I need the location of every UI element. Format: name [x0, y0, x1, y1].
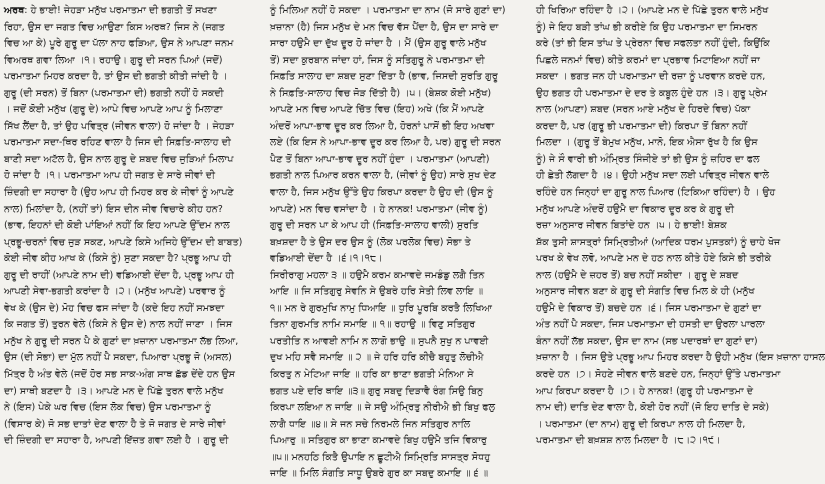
- text-line: ਹੀ ਖਿਰਿਆ ਰਹਿੰਦਾ ਹੈ ।੨। (ਆਪਣੇ ਮਨ ਦੇ ਪਿੱਛੇ ਤੁਰਨ ਵਾਲੇ ਮਨੁੱਖ: [536, 5, 769, 16]
- text-column-3: [536, 3, 825, 484]
- text-column-2: [270, 3, 530, 484]
- text-line: । ਜਦੋਂ ਕੋਈ ਮਨੁੱਖ (ਗੁਰੂ ਦੇ) ਆਪੇ ਵਿਚ ਆਪਣੇ ਆਪ ਨੂੰ ਮਿਲਾਣਾ: [4, 104, 223, 116]
- text-line: ਦੁਖ ਮਹਿ ਸਵੈ ਸਮਾਇ ॥ ੨ ॥ ਜੇ ਹਰਿ ਹਰਿ ਕੀਚੈ ਬਹੁਤੁ ਲੋਚੀਐ: [270, 352, 484, 364]
- text-line: ਸਿਫ਼ਤਿ ਸਾਲਾਹ ਦਾ ਸ਼ਬਦ ਸੁਣਾ ਦਿੱਤਾ ਹੈ (ਭਾਵ, ਜਿਸਦੀ ਸੁਰਤਿ ਗੁਰੂ: [270, 71, 498, 83]
- text-line: ਸਾਰਾ ਹਉਮੈ ਦਾ ਦੁੱਖ ਦੂਰ ਹੋ ਜਾਂਦਾ ਹੈ । ਮੈਂ (ਉਸ ਗੁਰੂ ਵਾਲੇ ਮਨੁੱਖ: [270, 38, 487, 50]
- text-line: (ਭਾਵ, ਇਹਨਾਂ ਦੀ ਕੋਈ ਪਾਂਇਆਂ ਨਹੀਂ ਕਿ ਇਹ ਆਪਣੇ ਉੱਦਮ ਨਾਲ: [4, 220, 230, 232]
- text-line: ਤਿਨਾ ਗੁਰਮਤਿ ਨਾਮਿ ਸਮਾਇ ॥ ੧॥ ਰਹਾਉ ॥ ਵਿਣੁ ਸਤਿਗੁਰ: [270, 319, 476, 331]
- text-line: ਵਿਅਰਥ ਗਵਾ ਲਿਆ ।੧। ਰਹਾਉ। ਗੁਰੂ ਦੀ ਸਰਨ ਪਿਆਂ (ਜਦੋਂ): [4, 54, 223, 66]
- text-line: ਰਿਹਾ, ਉਸ ਦਾ ਜਗਤ ਵਿਚ ਆਉਣਾ ਕਿਸ ਅਰਥ? ਜਿਸ ਨੇ (ਜਗਤ: [4, 21, 225, 33]
- text-line: ਪਿਆਰੁ ॥ ਸਤਿਗੁਰ ਕਾ ਭਾਣਾ ਕਮਾਵਦੇ ਬਿਖੁ ਹਉਮੈ ਤਜਿ ਵਿਕਾਰੁ: [270, 435, 487, 447]
- text-line: ਪਿਛਲੇ ਜਨਮਾਂ ਵਿਚ) ਕੀਤੇ ਕਰਮਾਂ ਦਾ ਪ੍ਰਭਾਵ ਮਿਟਾਇਆ ਨਹੀਂ ਜਾ: [536, 54, 760, 66]
- text-line: [4, 3, 264, 20]
- text-line: ਨਾਲ (ਆਪਣਾ) ਸ਼ਬਦ (ਸਰਨ ਆਏ ਮਨੁੱਖ ਦੇ ਹਿਰਦੇ ਵਿਚ) ਪੱਕਾ: [536, 104, 751, 116]
- text-line: ਨਾਲ) ਮਿਲਾਂਦਾ ਹੈ, (ਨਹੀਂ ਤਾਂ) ਇਸ ਦੀਨ ਜੀਵ ਵਿਚਾਰੇ ਕੀਹ ਹਨ?: [4, 203, 223, 215]
- text-line: ਦੀ ਜ਼ਿੰਦਗੀ ਦਾ ਸਹਾਰਾ ਹੈ, ਆਪਣੀ ਇੱਜ਼ਤ ਗਵਾ ਲਈ ਹੈ । ਗੁਰੂ ਦੀ: [4, 435, 229, 447]
- text-line: ਵਾਲਾ ਹੈ, ਜਿਸ ਮਨੁੱਖ ਉੱਤੇ ਉਹ ਕਿਰਪਾ ਕਰਦਾ ਹੈ ਉਹ ਦੀ (ਉਸ ਨੂੰ: [270, 187, 494, 199]
- text-line: ਕਿਰਤੁ ਨ ਮੇਟਿਆ ਜਾਇ ॥ ਹਰਿ ਕਾ ਭਾਣਾ ਭਗਤੀ ਮੰਨਿਆ ਸੇ: [270, 369, 474, 381]
- text-line: ਅੰਤ ਨਹੀਂ ਪੈ ਸਕਦਾ, ਜਿਸ ਪਰਮਾਤਮਾ ਦੀ ਹਸਤੀ ਦਾ ਉਰਲਾ ਪਾਰਲਾ: [536, 319, 765, 331]
- text-line: ਸ਼ੱਕ ਤੁਸੀ ਸ਼ਾਸਤ੍ਰਾਂ ਸਿਮ੍ਰਿਤੀਆਂ (ਆਦਿਕ ਧਰਮ ਪੁਸਤਕਾਂ) ਨੂੰ ਚਾਹੇ ਖੋਜ: [536, 236, 781, 248]
- text-line: ਬੰਨਾ ਨਹੀਂ ਲੱਭ ਸਕਦਾ, ਉਸ ਦਾ ਨਾਮ (ਸਭ ਪਦਾਰਥਾਂ ਦਾ ਗੁਣਾਂ ਦਾ): [536, 335, 758, 347]
- text-line: ਬਾਣੀ ਸਦਾ ਅਟੱਲ ਹੈ, ਉਸ ਨਾਲ ਗੁਰੂ ਦੇ ਸ਼ਬਦ ਵਿਚ ਜੁੜਿਆਂ ਮਿਲਾਪ: [4, 153, 234, 165]
- text-line: ਤੋਂ) ਸਦਾ ਕੁਰਬਾਨ ਜਾਂਦਾ ਹਾਂ, ਜਿਸ ਨੂੰ ਸਤਿਗੁਰੂ ਨੇ ਪਰਮਾਤਮਾ ਦੀ: [270, 54, 485, 66]
- text-line: ਨਾਲ (ਹਉਮੈ ਦੇ ਜ਼ਹਰ ਤੋਂ) ਬਚ ਨਹੀਂ ਸਕੀਦਾ । ਗੁਰੂ ਦੇ ਸ਼ਬਦ: [536, 269, 739, 281]
- text-line: ਮਿੱਤ੍ਰ ਹੈ ਅੰਤ ਵੇਲੇ (ਜਦੋਂ ਹੋਰ ਸਭ ਸਾਕ-ਅੰਗ ਸਾਥ ਛੱਡ ਦੇਂਦੇ ਹਨ ਉਸ: [4, 369, 236, 381]
- text-line: ਪ੍ਰਭੂ-ਚਰਨਾਂ ਵਿਚ ਜੁੜ ਸਕਣ, ਆਪਣੇ ਕਿਸੇ ਅਜਿਹੇ ਉੱਦਮ ਦੀ ਬਾਬਤ): [4, 236, 243, 248]
- text-line: ਰਜ਼ਾ ਅਨੁਸਾਰ ਜੀਵਨ ਬਿਤਾਂਦੇ ਹਨ ।੫। ਹੇ ਭਾਈ! ਬੇਸ਼ਕ: [536, 220, 727, 232]
- text-line: ਆਪਣੇ) ਮਨ ਵਿਚ ਵਸਾਂਦਾ ਹੈ । ਹੇ ਨਾਨਕ! ਪਰਮਾਤਮਾ (ਜੀਵ ਨੂੰ): [270, 203, 488, 215]
- text-line: ਪਰਮਾਤਮਾ ਦੀ ਬਖ਼ਸ਼ਸ਼ ਨਾਲ ਮਿਲਦਾ ਹੈ ।੮।੨।੧੯।: [536, 435, 721, 447]
- text-line: ਉਹ ਭਗਤ ਹੀ ਪਰਮਾਤਮਾ ਦੇ ਦਰ ਤੇ ਕਬੂਲ ਹੁੰਦੇ ਹਨ ।੩। ਗੁਰੂ ਪ੍ਰੇਮ: [536, 87, 768, 99]
- text-line: ਨੇ ਸਿਫ਼ਤਿ-ਸਾਲਾਹ ਵਿਚ ਜੋੜ ਦਿੱਤੀ ਹੈ) ।੫। (ਬੇਸ਼ਕ ਕੋਈ ਮਨੁੱਖ): [270, 87, 492, 99]
- text-line: ਜਾਇ ॥ ਮਿਲਿ ਸੰਗਤਿ ਸਾਧੂ ਉਬਰੇ ਗੁਰ ਕਾ ਸਬਦੁ ਕਮਾਇ ॥ ੬ ॥: [270, 468, 489, 480]
- line-text: : ਹੇ ਭਾਈ! ਜੇਹੜਾ ਮਨੁੱਖ ਪਰਮਾਤਮਾ ਦੀ ਭਗਤੀ ਤੋਂ ਸਖਣਾ: [24, 5, 217, 16]
- text-line: ਆਪਣੀ ਸੇਵਾ-ਭਗਤੀ ਕਰਾਂਦਾ ਹੈ ।੨। (ਮਨੁੱਖ ਆਪਣੇ) ਪਰਵਾਰ ਨੂੰ: [4, 286, 226, 298]
- text-line: ਸਿੱਖ ਲੈਂਦਾ ਹੈ, ਤਾਂ ਉਹ ਪਵਿਤ੍ਰ (ਜੀਵਨ ਵਾਲਾ) ਹੋ ਜਾਂਦਾ ਹੈ । ਜੇਹੜਾ: [4, 120, 234, 132]
- text-line: ਨੂੰ) ਜੇ ਸੌ ਵਾਰੀ ਭੀ ਅੰਮ੍ਰਿਤ ਸਿੰਜੀਏ ਤਾਂ ਭੀ ਉਸ ਨੂੰ ਜ਼ਹਿਰ ਦਾ ਫਲ: [536, 153, 760, 165]
- text-line: ਪੈਣ ਤੋਂ ਬਿਨਾ ਆਪਾ-ਭਾਵ ਦੂਰ ਨਹੀਂ ਹੁੰਦਾ । ਪਰਮਾਤਮਾ (ਆਪਣੀ): [270, 153, 490, 165]
- text-line: ਕਿ ਜਗਤ ਤੋਂ) ਤੁਰਨ ਵੇਲੇ (ਕਿਸੇ ਨੇ ਉਸ ਦੇ) ਨਾਲ ਨਹੀਂ ਜਾਣਾ । ਜਿਸ: [4, 319, 233, 331]
- text-line: ਉਸ (ਦੀ ਸੋਭਾ) ਦਾ ਮੁੱਲ ਨਹੀਂ ਪੈ ਸਕਦਾ, ਪਿਆਰਾ ਪ੍ਰਭੂ ਜੋ (ਅਸਲ): [4, 352, 232, 364]
- text-line: ਨਾਮ ਦੀ) ਦਾਤਿ ਦੇਣ ਵਾਲਾ ਹੈ, ਕੋਈ ਹੋਰ ਨਹੀਂ (ਜੋ ਇਹ ਦਾਤਿ ਦੇ ਸਕੇ): [536, 402, 770, 414]
- text-line: ਹੀ ਛੇਤੀ ਲੱਗਦਾ ਹੈ ।੪। ਉਹੀ ਮਨੁੱਖ ਸਦਾ ਲਈ ਪਵਿਤ੍ਰ ਜੀਵਨ ਵਾਲੇ: [536, 170, 769, 182]
- text-line: ਲਏ (ਕਿ ਇਸ ਨੇ ਆਪਾ-ਭਾਵ ਦੂਰ ਕਰ ਲਿਆ ਹੈ, ਪਰ) ਗੁਰੂ ਦੀ ਸਰਨ: [270, 137, 501, 149]
- text-line: ਵਿਚ ਆ ਕੇ) ਪੂਰੇ ਗੁਰੂ ਦਾ ਪੱਲਾ ਨਾਹ ਫੜਿਆ, ਉਸ ਨੇ ਆਪਣਾ ਜਨਮ: [4, 38, 234, 50]
- text-line: ਅਨੁਸਾਰ ਜੀਵਨ ਬਣਾ ਕੇ ਗੁਰੂ ਦੀ ਸੰਗਤਿ ਵਿਚ ਮਿਲ ਕੇ ਹੀ (ਮਨੁੱਖ: [536, 286, 755, 298]
- text-line: ਆਇ ॥ ਜਿ ਸਤਿਗੁਰੁ ਸੇਵਨਿ ਸੇ ਉਬਰੇ ਹਰਿ ਸੇਤੀ ਲਿਵ ਲਾਇ ॥: [270, 286, 484, 298]
- text-line: ਵਡਿਆਈ ਦੇਂਦਾ ਹੈ ।੬।੧।੧੮।: [270, 253, 383, 265]
- text-line: ਬਖ਼ਸ਼ਦਾ ਹੈ ਤੇ ਉਸ ਦਰ ਉਸ ਨੂੰ (ਲੋਕ ਪਰਲੋਕ ਵਿਚ) ਸੋਭਾ ਤੇ: [270, 236, 471, 248]
- text-line: ਕੋਈ ਜੀਵ ਕੀਹ ਆਖ ਕੇ (ਕਿਸੇ ਨੂੰ) ਸੁਣਾ ਸਕਦਾ ਹੈ? ਪ੍ਰਭੂ ਆਪ ਹੀ: [4, 253, 232, 265]
- text-line: ਮਨੁੱਖ ਨੇ ਗੁਰੂ ਦੀ ਸਰਨ ਪੈ ਕੇ ਗੁਣਾਂ ਦਾ ਖ਼ਜ਼ਾਨਾ ਪਰਮਾਤਮਾ ਲੱਭ ਲਿਆ,: [4, 335, 239, 347]
- text-line: ਗੁਰੂ ਦੀ ਸਰਨ ਪਾ ਕੇ ਆਪ ਹੀ (ਸਿਫ਼ਤਿ-ਸਾਲਾਹ ਵਾਲੀ) ਸੁਰਤਿ: [270, 220, 479, 232]
- text-column-1: [4, 3, 264, 484]
- text-line: ਪਰਮਾਤਮਾ ਮਿਹਰ ਕਰਦਾ ਹੈ, ਤਾਂ ਉਸ ਦੀ ਭਗਤੀ ਕੀਤੀ ਜਾਂਦੀ ਹੈ ।: [4, 71, 228, 83]
- text-line: ਕਿਰਪਾ ਲਇਆ ਨ ਜਾਇ ॥ ਜੇ ਸਉ ਅੰਮ੍ਰਿਤੁ ਨੀਰੀਐ ਭੀ ਬਿਖੁ ਫਲੁ: [270, 402, 496, 414]
- text-line: ਸਿਰੀਰਾਗੁ ਮਹਲਾ ੩ ॥ ਹਉਮੈ ਕਰਮ ਕਮਾਵਦੇ ਜਮਡੰਡੁ ਲਗੈ ਤਿਨ: [270, 269, 485, 281]
- text-line: ਗੁਰੂ ਦੀ ਰਾਹੀਂ (ਆਪਣੇ ਨਾਮ ਦੀ) ਵਡਿਆਈ ਦੇਂਦਾ ਹੈ, ਪ੍ਰਭੂ ਆਪ ਹੀ: [4, 269, 235, 281]
- text-line: ਨੂੰ) ਜੇ ਇਹ ਬੜੀ ਤਾਂਘ ਭੀ ਕਰੀਏ ਕਿ ਉਹ ਪਰਮਾਤਮਾ ਦਾ ਸਿਮਰਨ: [536, 21, 758, 33]
- text-line: ਮਨੁੱਖ ਆਪਣੇ ਅੰਦਰੋਂ ਹਉਮੈ ਦਾ ਵਿਕਾਰ ਦੂਰ ਕਰ ਕੇ ਗੁਰੂ ਦੀ: [536, 203, 735, 215]
- text-line: ਜ਼ਿੰਦਗੀ ਦਾ ਸਹਾਰਾ ਹੈ (ਉਹ ਆਪ ਹੀ ਮਿਹਰ ਕਰ ਕੇ ਜੀਵਾਂ ਨੂੰ ਆਪਣੇ: [4, 187, 234, 199]
- text-line: ਕਰਦਾ ਹੈ, ਪਰ (ਗੁਰੂ ਭੀ ਪਰਮਾਤਮਾ ਦੀ) ਕਿਰਪਾ ਤੋਂ ਬਿਨਾ ਨਹੀਂ: [536, 120, 747, 132]
- text-line: ਨੇ (ਇਸ) ਪੇਕੇ ਘਰ ਵਿਚ (ਇਸ ਲੋਕ ਵਿਚ) ਉਸ ਪਰਮਾਤਮਾ ਨੂੰ: [4, 402, 211, 414]
- text-line: ਆਪ ਕਿਰਪਾ ਕਰਦਾ ਹੈ ।੭। ਹੇ ਨਾਨਕ! (ਗੁਰੂ ਹੀ ਪਰਮਾਤਮਾ ਦੇ: [536, 385, 754, 397]
- text-line: ਪਰਖ ਕੇ ਵੇਖ ਲਵੋ, ਆਪਣੇ ਮਨ ਦੇ ਹਠ ਨਾਲ ਕੀਤੇ ਹੋਏ ਕਿਸੇ ਭੀ ਤਰੀਕੇ: [536, 253, 772, 265]
- text-line: ਅੰਦਰੋਂ ਆਪਾ-ਭਾਵ ਦੂਰ ਕਰ ਲਿਆ ਹੈ, ਹੋਰਨਾਂ ਪਾਸੋਂ ਭੀ ਇਹ ਅਖਵਾ: [270, 120, 495, 132]
- text-line: ਰਹਿੰਦੇ ਹਨ ਜਿਨ੍ਹਾਂ ਦਾ ਗੁਰੂ ਨਾਲ ਪਿਆਰ (ਟਿਕਿਆ ਰਹਿੰਦਾ) ਹੈ । ਉਹ: [536, 187, 776, 199]
- text-line: ਭਗਤੀ ਨਾਲ ਪਿਆਰ ਕਰਨ ਵਾਲਾ ਹੈ, (ਜੀਵਾਂ ਨੂੰ ਉਹ) ਸਾਰੇ ਸੁਖ ਦੇਣ: [270, 170, 496, 182]
- text-line: ਕਰੇ (ਤਾਂ ਭੀ ਇਸ ਤਾਂਘ ਤੇ ਪ੍ਰੇਰਨਾ ਵਿਚ ਸਫਲਤਾ ਨਹੀਂ ਹੁੰਦੀ, ਕਿਉਂਕਿ: [536, 38, 770, 50]
- meaning-label: ਅਰਥ: [4, 5, 25, 16]
- text-line: [4, 450, 264, 467]
- text-line: ੧॥ ਮਨ ਰੇ ਗੁਰਮੁਖਿ ਨਾਮੁ ਧਿਆਇ ॥ ਧੁਰਿ ਪੂਰਬਿ ਕਰਤੈ ਲਿਖਿਆ: [270, 302, 493, 314]
- text-line: ਸਕਦਾ । ਭਗਤ ਜਨ ਹੀ ਪਰਮਾਤਮਾ ਦੀ ਰਜ਼ਾ ਨੂੰ ਪਰਵਾਨ ਕਰਦੇ ਹਨ,: [536, 71, 766, 83]
- text-line: ਆਪਣੇ ਮਨ ਵਿਚ ਆਪਣੇ ਚਿੱਤ ਵਿਚ (ਇਹ) ਅਖੇ (ਕਿ ਮੈਂ ਆਪਣੇ: [270, 104, 484, 116]
- text-line: ਹੋ ਜਾਂਦਾ ਹੈ ।੧। ਪਰਮਾਤਮਾ ਆਪ ਹੀ ਜਗਤ ਦੇ ਸਾਰੇ ਜੀਵਾਂ ਦੀ: [4, 170, 215, 182]
- text-line: ਖ਼ਜ਼ਾਨਾ ਹੈ । ਜਿਸ ਉਤੇ ਪ੍ਰਭੂ ਆਪ ਮਿਹਰ ਕਰਦਾ ਹੈ ਉਹੀ ਮਨੁੱਖ (ਇਸ ਖ਼ਜ਼ਾਨਾ ਹਾਸਲ: [536, 352, 825, 364]
- text-line: ਖ਼ਜ਼ਾਨਾ (ਹੈ) ਜਿਸ ਮਨੁੱਖ ਦੇ ਮਨ ਵਿਚ ਵੱਸ ਪੈਂਦਾ ਹੈ, ਉਸ ਦਾ ਸਾਰੇ ਦਾ: [270, 21, 499, 33]
- text-line: ਨੂੰ ਮਿਲਿਆ ਨਹੀਂ ਹੋ ਸਕਦਾ । ਪਰਮਾਤਮਾ ਦਾ ਨਾਮ (ਜੋ ਸਾਰੇ ਗੁਣਾਂ ਦਾ): [270, 5, 506, 16]
- text-line: (ਵਿਸਾਰ ਕੇ) ਜੋ ਸਭ ਦਾਤਾਂ ਦੇਣ ਵਾਲਾ ਹੈ ਤੇ ਜੋ ਜਗਤ ਦੇ ਸਾਰੇ ਜੀਵਾਂ: [4, 418, 226, 430]
- text-line: ਪਰਮਾਤਮਾ ਸਦਾ-ਥਿਰ ਰਹਿਣ ਵਾਲਾ ਹੈ ਜਿਸ ਦੀ ਸਿਫ਼ਤਿ-ਸਾਲਾਹ ਦੀ: [4, 137, 231, 149]
- text-line: ਦਾ) ਸਾਥੀ ਬਣਦਾ ਹੈ ।੩। ਆਪਣੇ ਮਨ ਦੇ ਪਿੱਛੇ ਤੁਰਨ ਵਾਲੇ ਮਨੁੱਖ: [4, 385, 224, 397]
- text-line: ਹਉਮੈ ਦੇ ਵਿਕਾਰ ਤੋਂ) ਬਚਦੇ ਹਨ ।੬। ਜਿਸ ਪਰਮਾਤਮਾ ਦੇ ਗੁਣਾਂ ਦਾ: [536, 302, 761, 314]
- text-line: ਵੇਖ ਕੇ (ਉਸ ਦੇ) ਮੋਹ ਵਿਚ ਫਸ ਜਾਂਦਾ ਹੈ (ਕਦੇ ਇਹ ਨਹੀਂ ਸਮਝਦਾ: [4, 302, 225, 314]
- text-line: ਗੁਰੂ (ਦੀ ਸਰਨ) ਤੋਂ ਬਿਨਾ (ਪਰਮਾਤਮਾ ਦੀ) ਭਗਤੀ ਨਹੀਂ ਹੋ ਸਕਦੀ: [4, 87, 224, 99]
- text-line: ਲਾਗੈ ਧਾਇ ॥੪॥ ਸੇ ਜਨ ਸਚੇ ਨਿਰਮਲੇ ਜਿਨ ਸਤਿਗੁਰ ਨਾਲਿ: [270, 418, 471, 430]
- text-line: ॥੫॥ ਮਨਹਠਿ ਕਿਤੈ ਉਪਾਇ ਨ ਛੂਟੀਐ ਸਿਮ੍ਰਿਤਿ ਸਾਸਤ੍ਰ ਸੋਧਹੁ: [270, 451, 491, 463]
- text-line: ਭਗਤ ਪਏ ਦਰਿ ਥਾਇ ॥੩॥ ਗੁਰੁ ਸਬਦੁ ਦਿੜਾਵੈ ਰੰਗ ਸਿਉ ਬਿਨੁ: [270, 385, 484, 397]
- text-line: ਪਰਤੀਤਿ ਨ ਆਵਈ ਨਾਮਿ ਨ ਲਾਗੋ ਭਾਉ ॥ ਸੁਪਨੈ ਸੁਖੁ ਨ ਪਾਵਈ: [270, 335, 489, 347]
- text-line: ਕਰਦੇ ਹਨ ।੭। ਸੋਹਣੇ ਜੀਵਨ ਵਾਲੇ ਬਣਦੇ ਹਨ, ਜਿਨ੍ਹਾਂ ਉੱਤੇ ਪਰਮਾਤਮਾ: [536, 369, 781, 381]
- text-line: ਮਿਲਦਾ । (ਗੁਰੂ ਤੋਂ ਬੇਮੁਖ ਮਨੁੱਖ, ਮਾਨੋ, ਇਕ ਐਸਾ ਰੁੱਖ ਹੈ ਕਿ ਉਸ: [536, 137, 758, 149]
- text-line: । ਪਰਮਾਤਮਾ (ਦਾ ਨਾਮ) ਗੁਰੂ ਦੀ ਕਿਰਪਾ ਨਾਲ ਹੀ ਮਿਲਦਾ ਹੈ,: [536, 418, 746, 430]
